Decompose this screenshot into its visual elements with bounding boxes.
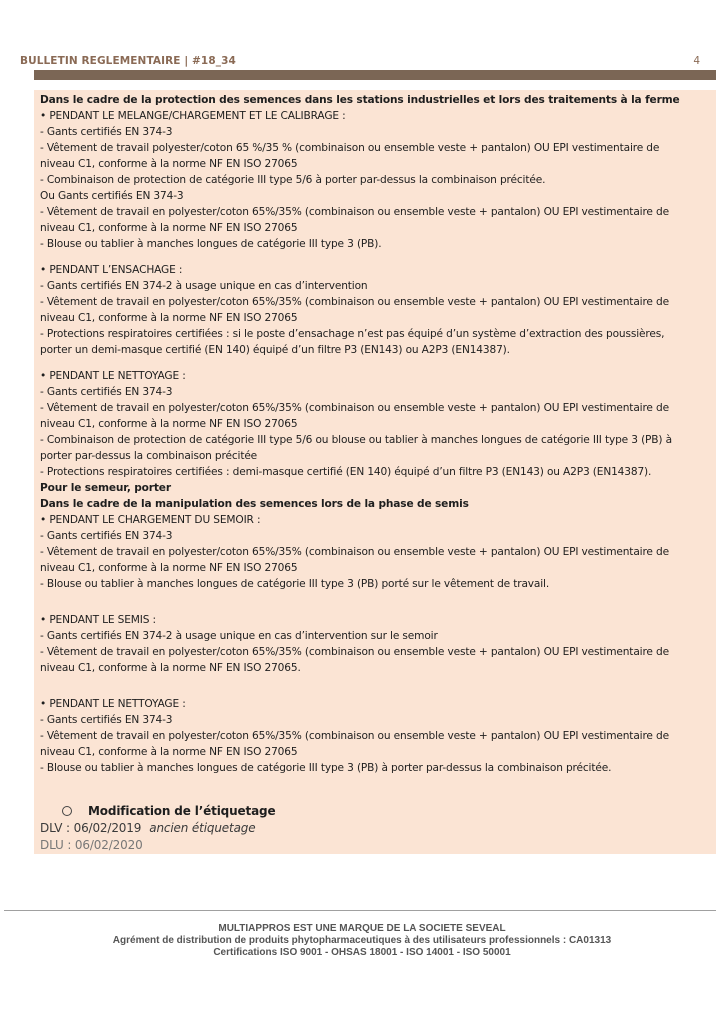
section-line: - Combinaison de protection de catégorie III type 5/6 ou blouse ou tablier à manches longues de catégorie III type 3 (PB) à [40,434,672,446]
section-melange [40,108,716,252]
modification-section [40,802,716,854]
semeur-title: Pour le semeur, porter [40,482,171,494]
bulletin-title: BULLETIN REGLEMENTAIRE | #18_34 [20,55,236,67]
section-chargement-semoir [40,512,716,592]
section-line: porter un demi-masque certifié (EN 140) équipé d’un filtre P3 (EN143) ou A2P3 (EN14387). [40,344,510,356]
section-line: - Blouse ou tablier à manches longues de catégorie III type 3 (PB). [40,238,382,250]
section-line: - Vêtement de travail en polyester/coton 65%/35% (combinaison ou ensemble veste + pantalon) OU EPI vestimentaire de [40,730,669,742]
section-line: niveau C1, conforme à la norme NF EN ISO 27065 [40,158,298,170]
semis-title: Dans le cadre de la manipulation des semences lors de la phase de semis [40,498,469,510]
section-line: porter par-dessus la combinaison précitée [40,450,258,462]
section-line: - Vêtement de travail en polyester/coton 65%/35% (combinaison ou ensemble veste + pantalon) OU EPI vestimentaire de [40,206,669,218]
section-line: - Combinaison de protection de catégorie III type 5/6 à porter par-dessus la combinaison précitée. [40,174,546,186]
footer-line-3: Certifications ISO 9001 - OHSAS 18001 - ISO 14001 - ISO 50001 [213,947,511,958]
section-nettoyage-station [40,368,716,480]
section-line: - Blouse ou tablier à manches longues de catégorie III type 3 (PB) porté sur le vêtement de travail. [40,578,550,590]
section-line: - Blouse ou tablier à manches longues de catégorie III type 3 (PB) à porter par-dessus la combinaison précitée. [40,762,612,774]
section-title: • PENDANT LE NETTOYAGE : [40,370,186,382]
footer-line-2: Agrément de distribution de produits phytopharmaceutiques à des utilisateurs professionnels : CA01313 [112,935,612,946]
section-semis [40,612,716,676]
section-line: niveau C1, conforme à la norme NF EN ISO 27065 [40,418,298,430]
circle-bullet-icon [62,806,72,816]
section-line: - Gants certifiés EN 374-2 à usage unique en cas d’intervention sur le semoir [40,630,438,642]
section-line: Ou Gants certifiés EN 374-3 [40,190,184,202]
section-line: - Gants certifiés EN 374-3 [40,714,173,726]
section-line: - Gants certifiés EN 374-3 [40,530,173,542]
footer [0,923,724,959]
footer-line-1: MULTIAPPROS EST UNE MARQUE DE LA SOCIETE SEVEAL [218,923,506,934]
dlv-note: ancien étiquetage [149,821,256,835]
section-line: - Protections respiratoires certifiées : si le poste d’ensachage n’est pas équipé d’un système d’extraction des poussières, [40,328,665,340]
page-number: 4 [693,55,700,67]
header-bar [34,70,716,80]
section-title: • PENDANT LE NETTOYAGE : [40,698,186,710]
section-line: - Vêtement de travail en polyester/coton 65%/35% (combinaison ou ensemble veste + pantalon) OU EPI vestimentaire de [40,296,669,308]
section-title: • PENDANT L’ENSACHAGE : [40,264,183,276]
section-line: - Vêtement de travail en polyester/coton 65%/35% (combinaison ou ensemble veste + pantalon) OU EPI vestimentaire de [40,646,669,658]
section-line: niveau C1, conforme à la norme NF EN ISO 27065 [40,562,298,574]
section-line: - Vêtement de travail en polyester/coton 65%/35% (combinaison ou ensemble veste + pantalon) OU EPI vestimentaire de [40,546,669,558]
footer-divider [4,910,716,911]
content-text [40,92,716,854]
section-line: niveau C1, conforme à la norme NF EN ISO 27065 [40,312,298,324]
section-line: - Protections respiratoires certifiées : demi-masque certifié (EN 140) équipé d’un filtre P3 (EN143) ou A2P3 (EN14387). [40,466,652,478]
section-line: - Gants certifiés EN 374-3 [40,126,173,138]
modification-title: Modification de l’étiquetage [88,804,276,818]
intro-title: Dans le cadre de la protection des semences dans les stations industrielles et lors des traitements à la ferme [40,94,680,106]
section-line: - Vêtement de travail polyester/coton 65 %/35 % (combinaison ou ensemble veste + pantalon) OU EPI vestimentaire de [40,142,660,154]
dlv-label: DLV : 06/02/2019 [40,821,142,835]
section-line: - Gants certifiés EN 374-2 à usage unique en cas d’intervention [40,280,368,292]
dlu-line: DLU : 06/02/2020 [40,838,143,852]
modification-heading [62,802,716,820]
section-title: • PENDANT LE SEMIS : [40,614,156,626]
section-ensachage [40,262,716,358]
section-line: - Gants certifiés EN 374-3 [40,386,173,398]
dlv-line [40,820,716,837]
section-title: • PENDANT LE CHARGEMENT DU SEMOIR : [40,514,261,526]
section-title: • PENDANT LE MELANGE/CHARGEMENT ET LE CALIBRAGE : [40,110,346,122]
section-nettoyage-semis [40,696,716,776]
section-line: - Vêtement de travail en polyester/coton 65%/35% (combinaison ou ensemble veste + pantalon) OU EPI vestimentaire de [40,402,669,414]
section-line: niveau C1, conforme à la norme NF EN ISO 27065 [40,222,298,234]
section-line: niveau C1, conforme à la norme NF EN ISO 27065 [40,746,298,758]
section-line: niveau C1, conforme à la norme NF EN ISO 27065. [40,662,301,674]
